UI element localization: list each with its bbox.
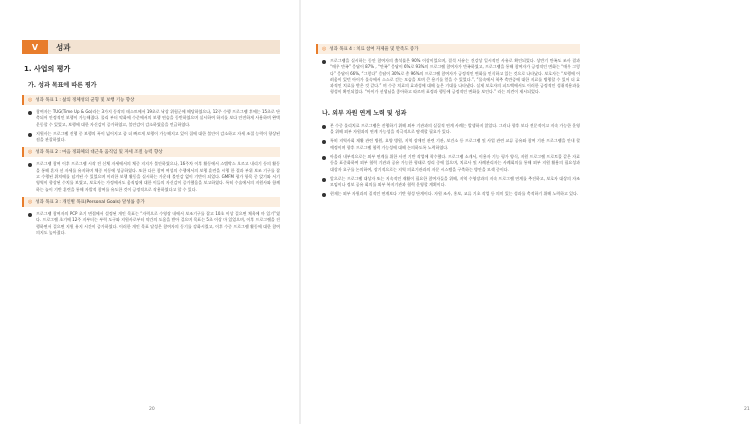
target-icon: ◎ [28, 149, 33, 156]
bullet-icon [322, 125, 326, 129]
paragraph [26, 211, 280, 236]
goal-box-1 [22, 95, 280, 105]
paragraph-text: 프로그램 참여 이후 프로그램 시작 전 신체 자세에서의 체중 지지가 불안하였으나, 16주차 이후 활동에서 스탭박스 오르고 내리기 등의 활동을 통해 혼자 선 자세를 유지하며 체중 이동에 성공하였다. 또한 다른 참여 여성의 수행에서의 보행 훈련을 시행 한 결과 부위 보조 기구를 잡고 수행된 위치에를 넘겨된 수 있었으며 이러한 보행 활동을 실시하는 가운데 불안감 없이 기반이 되었다. GMFM 평가 항목 중 앉기와 서기 영역이 향상된 수치를 보였고, 보호자는 가정에서도 움직임에 대한 이들의 자신감이 증가했음을 보고하였다. 특히 수술에서의 지원사와 함께하는 놀이 기반 훈련을 통해 자발적 참여를 유도한 것이 긍정적으로 작용하였다고 할 수 있다. [36, 161, 280, 192]
target-icon: ◎ [28, 198, 33, 205]
goal-text: 성과 목표 2 : 마음 정화체의 대근육 움직임 및 자세 조절 능력 향상 [35, 150, 163, 156]
paragraph-text: 프로그램을 실시하는 동안 참여자의 출석률은 90% 이상이었으며, 결석 사유는 건강상 일시적인 사유로 확인되었다. 상반기 만족도 조사 결과 “매우 만족” 응답이 87% , “만족” 응답이 6%로 93%의 프로그램 참여자가 만족하였고, 프로그램을 통해 참여자가 긍정적인 변화는 “매우 그렇다” 응답이 66%, “그렇다” 응답이 30%로 총 96%의 프로그램 참여자가 긍정적인 변화를 인식하고 있는 것으로 나타났다. 보호자는 “보행에 어려움이 있던 아이가 물속에서 스스로 걷는 모습을 보며 큰 용기를 얻을 수 있었다.”, “물속에서 척추 측만증에 대한 지료를 병행할 수 있어 더 효과적인 치료를 받은 것 같다.” 며 수중 치료의 효과성에 대해 높은 기대를 나타냈다. 실제 보호자의 피드백에서도 이러한 긍정적인 성취적용과를 형성이 확인되었다. “아이가 선생님을 좋아하고 따르며 표정과 행동에 긍정적인 변화를 보인다.” 라는 의견이 제시되었다. [330, 58, 580, 95]
paragraph-text: 아울러 내부적으로는 외부 연계를 위한 사전 기반 작업에 착수했다. 프로그램 소개서, 이용자 기능 평가 양식, 지원 프로그램 프로토콜 같은 자료 등을 표준화하여 외부 협력 기관과 공유 가능한 형태로 정리 중에 있으며, 치료사 및 사례관리자는 사례회의를 통해 외부 지원 활용의 필요성과 대상자 요구를 논의하여, 장기적으로는 지역 의료기관과의 자문 시스템을 구축하는 방안을 모색 중이다. [330, 153, 580, 172]
paragraph-text: 프로그램 참여자의 PCP 초기 면접에서 설정된 개인 목표는 “자력으로 수영장 내에서 보조기구를 잡고 10초 이상 걸으면 체육에 마 있기”였다. 프로그램 초기에 12주 지부터는 부력 도구와 지원사로부터 약간의 도움을 받아 걸으며 목표는 5초 이상 마 있었으며, 이후 프로그램을 진행하면서 걸으면 지원 유지 시간이 증가하였다. 이러한 개인 목표 달성은 참여자의 동기를 강화시켰고, 이후 수중 프로그램 활동에 대한 참여 의지도 높아졌다. [36, 210, 280, 235]
page-number: 21 [744, 407, 750, 412]
chapter-number: V [22, 40, 48, 54]
paragraph-text: 현재는 외부 자원과의 질적인 연계보다 기반 형성 단계이다. 자원 조사, 홍보, 교류 기초 작업 등 의미 있는 성과를 축적하기 위해 노력하고 있다. [330, 191, 579, 197]
paragraph-text: 특히 지역사회 재활 관련 병원, 요양 병원, 지역 장애인 관련 기관, 보건소 등 프로그램 및 사업 관련 교류 공유와 참여 기관 프로그램을 안내 할 예정이며 향후 프로그램 협력 가능성에 대해 논의하도록 노력하였다. [330, 138, 580, 150]
bullet-icon [28, 163, 32, 167]
paragraph [320, 154, 580, 173]
bullet-icon [322, 60, 326, 64]
bullet-icon [322, 193, 326, 197]
goal-box-3 [22, 197, 280, 207]
paragraph [320, 138, 580, 151]
right-page [300, 0, 750, 424]
paragraph [320, 176, 580, 189]
paragraph [26, 109, 280, 128]
paragraph-text: 참여자는 TUG(Time Up & Go)라는 3가지 동작의 테스트에서 19초로 낙상 위험군에 해당하였으나, 12주 수행 프로그램 후에는 15초로 단축되어 안정적인 보행이 가능해졌다. 물리 부터 악화에 수준에서의 보행 연습을 동반하였으며 실시하여 하지를 보다 안전하게 사용하며 완벽 운동할 수 있었고, 보행에 대한 자신감이 증가하였고, 불안감이 감소하였음을 언급하였다. [36, 109, 280, 127]
goal-box-2 [22, 147, 280, 157]
bullet-icon [322, 140, 326, 144]
paragraph [320, 191, 580, 197]
paragraph-text: 지원사는 프로그램 진행 중 보행의 폭이 넓어지고 좀 더 빠르게 보행이 가능해지고 있어 집에 대한 불안이 감소하고 자세 조절 능력이 향상된 점을 관찰하였다. [36, 130, 280, 143]
paragraph [320, 58, 580, 96]
goal-text: 성과 목표 1 : 삶의 정체성의 균형 및 보행 기능 향상 [35, 98, 135, 103]
paragraph [26, 131, 280, 144]
target-icon: ◎ [322, 46, 327, 52]
left-page [0, 0, 300, 424]
paragraph-text: 본 수중 물리치료 프로그램은 진행하기 위해 외부 기관과의 실질적 연계 사례는 발생하지 않았다. 그러나 향후 보다 전문적이고 지속 가능한 운영을 위해 외부 자원과의 연계 가능성을 적극적으로 탐색할 필요가 있다. [330, 122, 580, 135]
goal-text: 성과 목표 4 : 치료 참여 자제율 및 만족도 증가 [329, 47, 419, 52]
chapter-header [22, 40, 280, 54]
goal-box-4 [316, 44, 580, 54]
bullet-icon [322, 178, 326, 182]
page-number: 20 [149, 407, 155, 412]
bullet-icon [322, 156, 326, 160]
goal-text: 성과 목표 3 : 개인별 목표(Personal Goals) 달성률 증가 [35, 199, 145, 205]
paragraph [26, 161, 280, 192]
bullet-icon [28, 133, 32, 137]
section-title: 1. 사업의 평가 [24, 65, 71, 73]
paragraph [320, 123, 580, 136]
paragraph-text: 앞으로는 프로그램 대상자 또는 지속적인 재활이 필요한 참여자들을 위해, 지역 수영장과의 지속 프로그램 연계를 추진하고, 보호자 대상의 자조 모임이나 정보 공유 회의를 외부 복지기관과 협력 운영할 계획이다. [330, 175, 580, 188]
bullet-icon [28, 213, 32, 217]
target-icon: ◎ [28, 97, 33, 103]
bullet-icon [28, 111, 32, 115]
subsection-title: 가. 성과 목표에 따른 평가 [28, 82, 97, 89]
subsection-title: 나. 외부 자원 연계 노력 및 성과 [322, 109, 407, 117]
chapter-title: 성과 [48, 40, 280, 54]
